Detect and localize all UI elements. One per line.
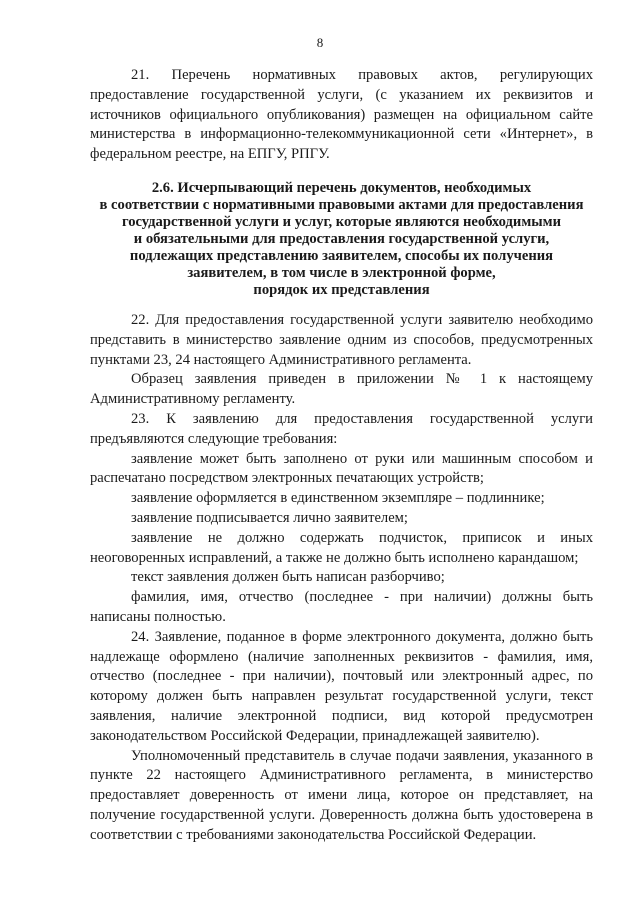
paragraph-22: 22. Для предоставления государственной услуги заявителю необходимо представить в министерство заявление одним из способов, предусмотренных пунктами 23, 24 настоящего Административного регламента. <box>90 311 593 368</box>
paragraph-representative: Уполномоченный представитель в случае подачи заявления, указанного в пункте 22 настоящего Административного регламента, в министерство предоставляет доверенность от имени лица, которое он представляет, на получение государственной услуги. Доверенность должна быть удостоверена в соответствии с требованиями законодательства Российской Федерации. <box>90 747 593 843</box>
heading-line: в соответствии с нормативными правовыми актами для предоставления <box>99 196 584 213</box>
heading-line: и обязательными для предоставления государственной услуги, <box>133 230 550 247</box>
paragraph-24: 24. Заявление, поданное в форме электронного документа, должно быть надлежаще оформлено (наличие заполненных реквизитов - фамилия, имя, отчество (последнее - при наличии), почтовый или электронный адрес, по которому должен быть направлен результат государственной услуги, текст заявления, наличие электронной подписи, вид которой предусмотрен законодательством Российской Федерации, принадлежащей заявителю). <box>90 628 593 744</box>
paragraph-21: 21. Перечень нормативных правовых актов, регулирующих предоставление государственной услуги, (с указанием их реквизитов и источников официального опубликования) размещен на официальном сайте министерства в информационно-телекоммуникационной сети «Интернет», в федеральном реестре, на ЕПГУ, РПГУ. <box>90 67 593 163</box>
heading-line: заявителем, в том числе в электронной форме, <box>187 264 496 281</box>
heading-line: 2.6. Исчерпывающий перечень документов, необходимых <box>151 179 532 196</box>
requirement-item: заявление не должно содержать подчисток, приписок и иных неоговоренных исправлений, а также не должно быть исполнено карандашом; <box>90 529 593 566</box>
heading-line: порядок их представления <box>253 281 430 298</box>
requirement-item: заявление оформляется в единственном экземпляре – подлиннике; <box>131 490 545 507</box>
heading-line: государственной услуги и услуг, которые являются необходимыми <box>121 213 562 230</box>
requirement-item: заявление может быть заполнено от руки или машинным способом и распечатано посредством электронных печатающих устройств; <box>90 450 593 487</box>
requirement-item: заявление подписывается лично заявителем; <box>131 509 408 526</box>
document-body <box>90 66 593 846</box>
requirement-item: текст заявления должен быть написан разборчиво; <box>131 569 445 586</box>
requirement-item: фамилия, имя, отчество (последнее - при наличии) должны быть написаны полностью. <box>90 589 593 625</box>
paragraph-sample: Образец заявления приведен в приложении № 1 к настоящему Административному регламенту. <box>90 371 593 408</box>
page-number: 8 <box>316 35 324 50</box>
section-heading-2-6 <box>90 180 593 299</box>
heading-line: подлежащих представлению заявителем, способы их получения <box>129 247 554 264</box>
paragraph-23: 23. К заявлению для предоставления государственной услуги предъявляются следующие требования: <box>90 410 593 447</box>
